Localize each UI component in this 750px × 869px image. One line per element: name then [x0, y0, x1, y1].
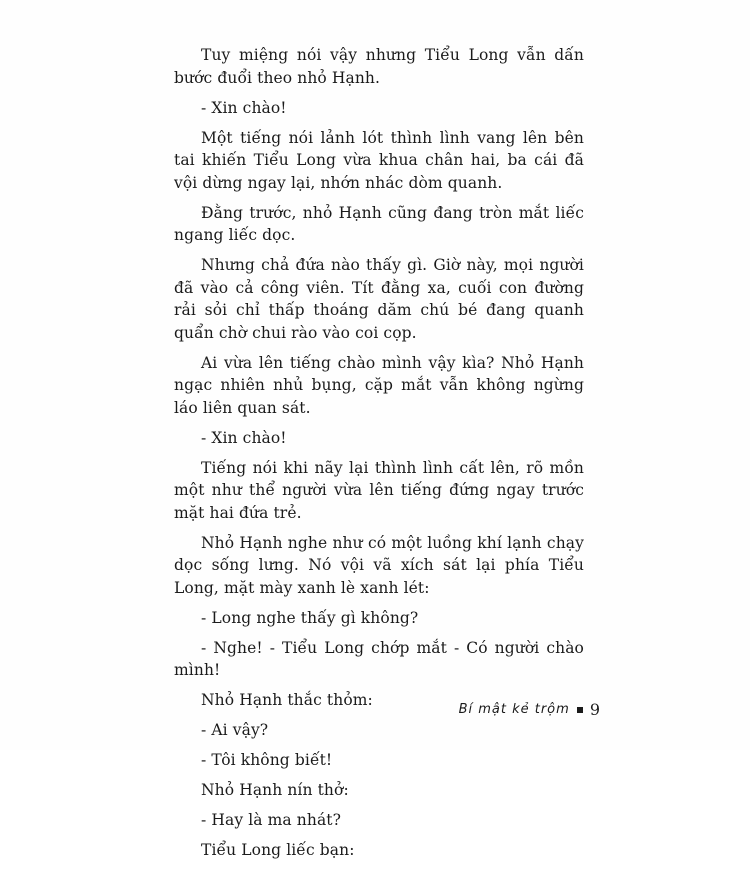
page-footer — [430, 700, 600, 719]
paragraph: Ai vừa lên tiếng chào mình vậy kìa? Nhỏ Hạnh ngạc nhiên nhủ bụng, cặp mắt vẫn không ngừng láo liên quan sát. — [174, 353, 584, 417]
paragraph: - Ai vậy? — [201, 721, 269, 739]
page-number: 9 — [589, 700, 600, 719]
page-body-text — [174, 44, 584, 869]
paragraph: Một tiếng nói lảnh lót thình lình vang lên bên tai khiến Tiểu Long vừa khua chân hai, ba cái đã vội dừng ngay lại, nhớn nhác dòm quanh. — [174, 128, 584, 192]
paragraph: - Xin chào! — [201, 428, 287, 447]
paragraph: - Xin chào! — [201, 98, 287, 117]
paragraph: Nhưng chả đứa nào thấy gì. Giờ này, mọi người đã vào cả công viên. Tít đằng xa, cuối con đường rải sỏi chỉ thấp thoáng dăm chú bé đang quanh quẩn chờ chui rào vào coi cọp. — [174, 256, 584, 342]
paragraph: Tiếng nói khi nãy lại thình lình cất lên, rõ mồn một như thể người vừa lên tiếng đứng ngay trước mặt hai đứa trẻ. — [174, 458, 584, 522]
square-bullet-icon — [577, 707, 583, 713]
paragraph: - Nghe! - Tiểu Long chớp mắt - Có người chào mình! — [174, 638, 584, 679]
paragraph: - Hay là ma nhát? — [201, 811, 342, 829]
paragraph: Nhỏ Hạnh nín thở: — [201, 781, 349, 799]
paragraph: Đằng trước, nhỏ Hạnh cũng đang tròn mắt liếc ngang liếc dọc. — [174, 203, 584, 244]
paragraph: Tiểu Long liếc bạn: — [201, 841, 355, 859]
paragraph: Nhỏ Hạnh nghe như có một luồng khí lạnh chạy dọc sống lưng. Nó vội vã xích sát lại phía Tiểu Long, mặt mày xanh lè xanh lét: — [174, 533, 584, 597]
paragraph: Nhỏ Hạnh thắc thỏm: — [201, 691, 373, 709]
running-footer-title: Bí mật kẻ trộm — [458, 702, 570, 717]
paragraph: - Long nghe thấy gì không? — [201, 608, 419, 627]
paragraph: Tuy miệng nói vậy nhưng Tiểu Long vẫn dấn bước đuổi theo nhỏ Hạnh. — [174, 46, 584, 87]
paragraph: - Tôi không biết! — [201, 751, 333, 769]
